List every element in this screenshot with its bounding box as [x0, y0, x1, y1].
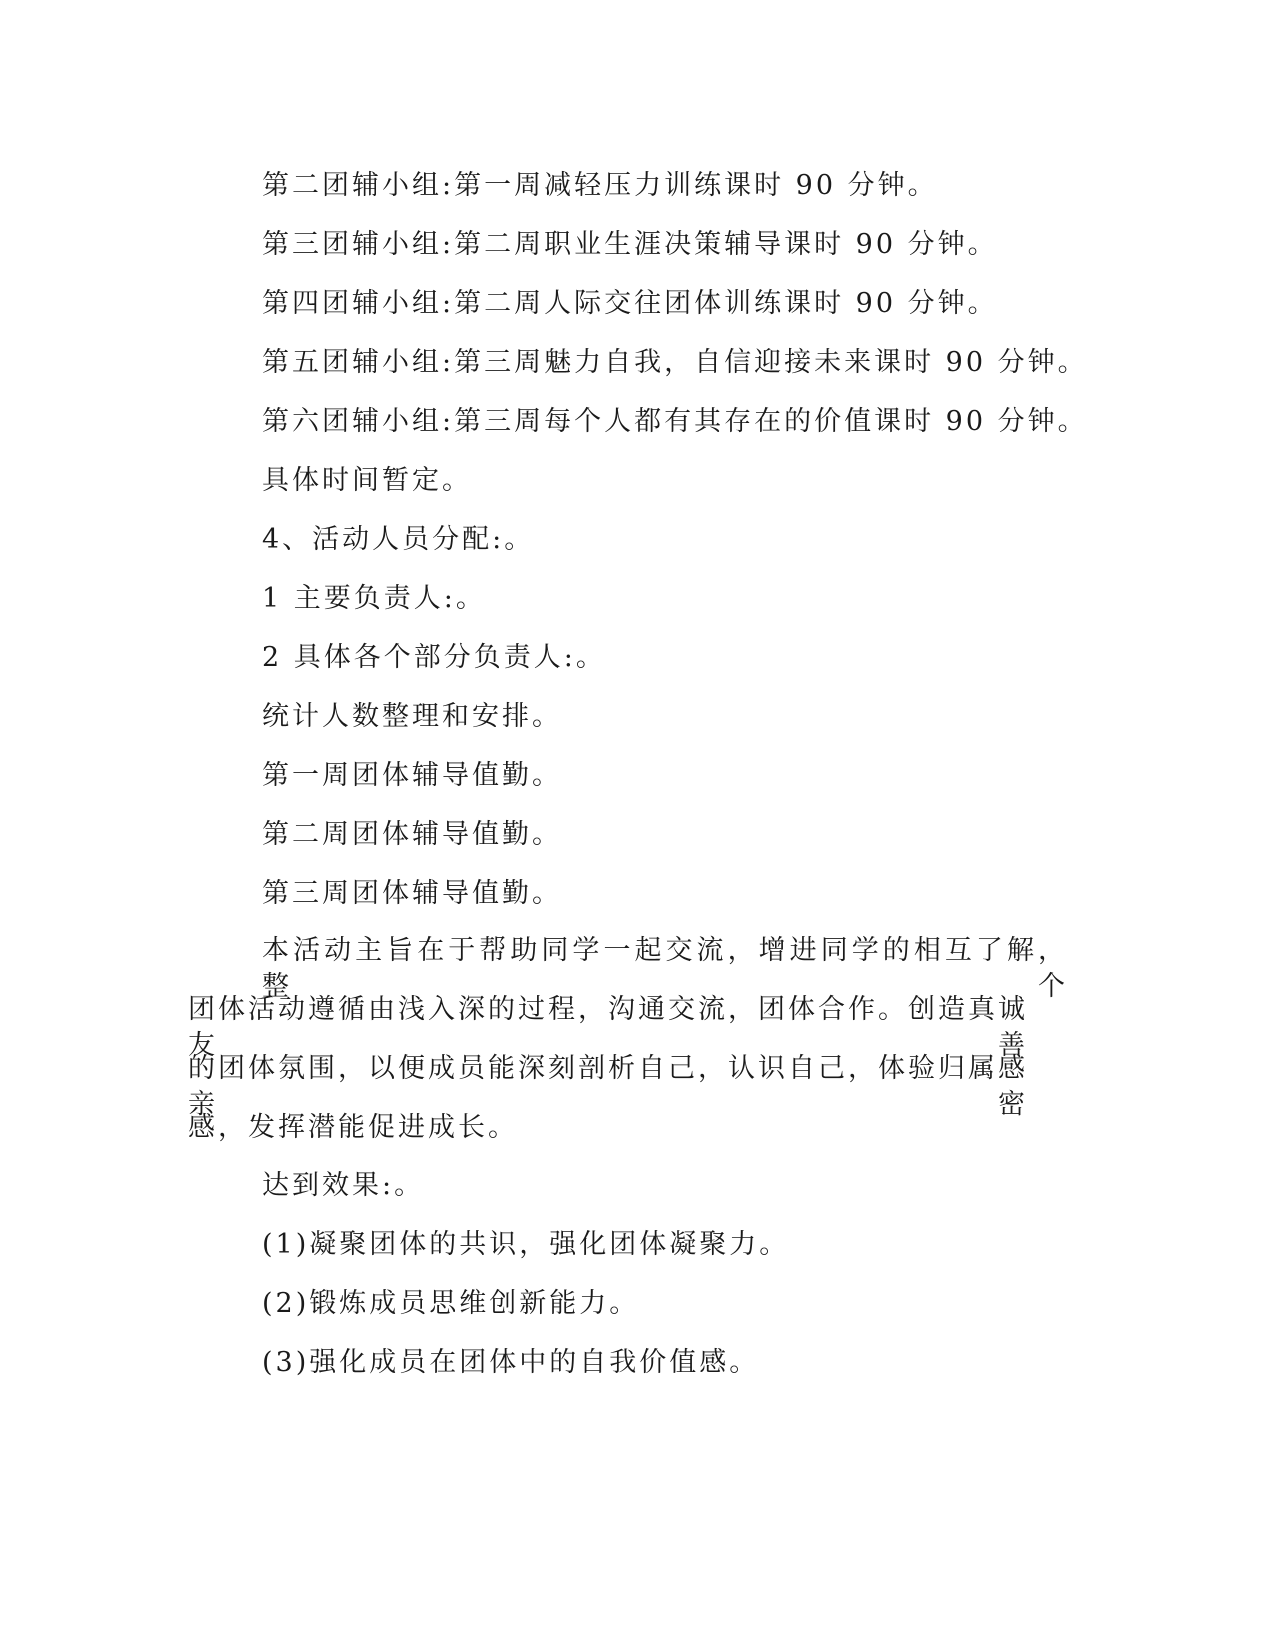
schedule-line: 第二团辅小组:第一周减轻压力训练课时 90 分钟。 — [262, 170, 938, 201]
staffing-item: 第三周团体辅导值勤。 — [262, 878, 562, 909]
staffing-item: 2 具体各个部分负责人:。 — [262, 642, 606, 673]
staffing-item: 1 主要负责人:。 — [262, 583, 486, 614]
staffing-item: 第一周团体辅导值勤。 — [262, 760, 562, 791]
effects-item: (3)强化成员在团体中的自我价值感。 — [262, 1347, 760, 1378]
summary-line: 的团体氛围，以便成员能深刻剖析自己，认识自己，体验归属感亲密 — [188, 1053, 1028, 1120]
summary-line: 感，发挥潜能促进成长。 — [188, 1112, 518, 1143]
schedule-note: 具体时间暂定。 — [262, 465, 472, 496]
effects-item: (1)凝聚团体的共识，强化团体凝聚力。 — [262, 1229, 790, 1260]
staffing-heading: 4、活动人员分配:。 — [262, 524, 535, 555]
summary-line: 团体活动遵循由浅入深的过程，沟通交流，团体合作。创造真诚友善 — [188, 994, 1028, 1061]
schedule-line: 第三团辅小组:第二周职业生涯决策辅导课时 90 分钟。 — [262, 229, 998, 260]
staffing-item: 第二周团体辅导值勤。 — [262, 819, 562, 850]
schedule-line: 第五团辅小组:第三周魅力自我，自信迎接未来课时 90 分钟。 — [262, 347, 1088, 378]
effects-item: (2)锻炼成员思维创新能力。 — [262, 1288, 640, 1319]
summary-line: 本活动主旨在于帮助同学一起交流，增进同学的相互了解，整个 — [262, 935, 1068, 1002]
schedule-line: 第四团辅小组:第二周人际交往团体训练课时 90 分钟。 — [262, 288, 998, 319]
schedule-line: 第六团辅小组:第三周每个人都有其存在的价值课时 90 分钟。 — [262, 406, 1088, 437]
staffing-item: 统计人数整理和安排。 — [262, 701, 562, 732]
effects-heading: 达到效果:。 — [262, 1170, 425, 1201]
